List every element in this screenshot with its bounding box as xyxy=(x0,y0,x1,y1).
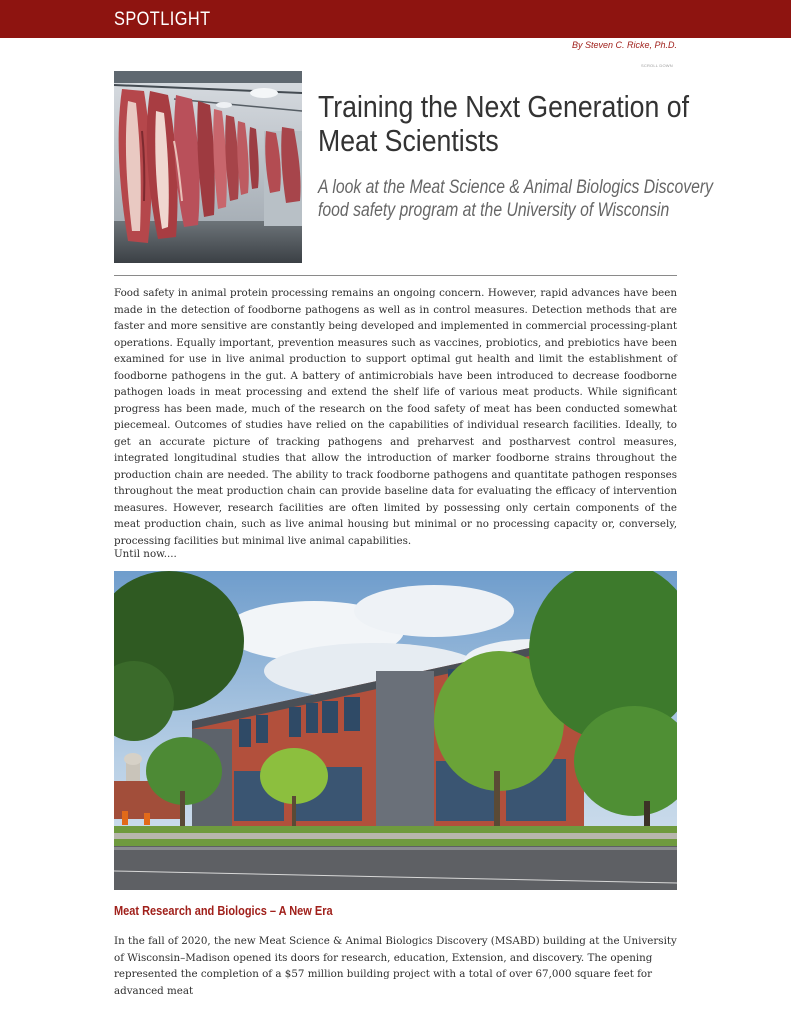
author-byline: By Steven C. Ricke, Ph.D. xyxy=(571,40,677,50)
subtitle-line-1: A look at the Meat Science & Animal Biologics Discovery xyxy=(318,177,714,198)
section-label: SPOTLIGHT xyxy=(114,9,211,30)
section-heading: Meat Research and Biologics – A New Era xyxy=(114,904,333,918)
until-now-text: Until now.... xyxy=(114,548,177,560)
divider-rule xyxy=(114,275,677,276)
msabd-building-photo xyxy=(114,571,677,890)
title-line-2: Meat Scientists xyxy=(318,123,499,158)
scroll-note: SCROLL DOWN xyxy=(641,63,673,68)
intro-paragraph: Food safety in animal protein processing remains an ongoing concern. However, rapid advances have been made in the detection of foodborne pathogens as well as in control measures. Detection methods that are faster and more sensitive are constantly being developed and implemented in commercial processing-plant operations. Equally important, prevention measures such as vaccines, probiotics, and prebiotics have been examined for use in live animal production to support optimal gut health and limit the establishment of foodborne pathogens in the gut. A battery of antimicrobials have been introduced to decrease foodborne pathogen loads in meat processing and extend the shelf life of various meat products. While significant progress has been made, much of the research on the food safety of meat has been conducted somewhat piecemeal. Outcomes of studies have relied on the capabilities of individual research facilities. Ideally, to get an accurate picture of tracking pathogens and preharvest and postharvest control measures, integrated longitudinal studies that allow the introduction of marker foodborne strains throughout the production chain are needed. The ability to track foodborne pathogens and quantitate pathogen responses throughout the meat production chain can provide baseline data for evaluating the efficacy of intervention measures. However, research facilities are often limited by possessing only certain components of the meat production chain, such as live animal housing but minimal or no processing capacity or, conversely, processing facilities but minimal live animal capabilities. xyxy=(114,287,677,547)
spotlight-banner xyxy=(0,0,791,38)
article-subtitle xyxy=(318,176,714,222)
meat-carcass-photo xyxy=(114,71,302,263)
article-title xyxy=(318,89,689,158)
section-paragraph: In the fall of 2020, the new Meat Science & Animal Biologics Discovery (MSABD) building at the University of Wisconsin–Madison opened its doors for research, education, Extension, and discovery. The opening represented the completion of a $57 million building project with a total of over 67,000 square feet for advanced meat xyxy=(114,935,677,997)
subtitle-line-2: food safety program at the University of Wisconsin xyxy=(318,200,670,221)
title-line-1: Training the Next Generation of xyxy=(318,89,689,124)
